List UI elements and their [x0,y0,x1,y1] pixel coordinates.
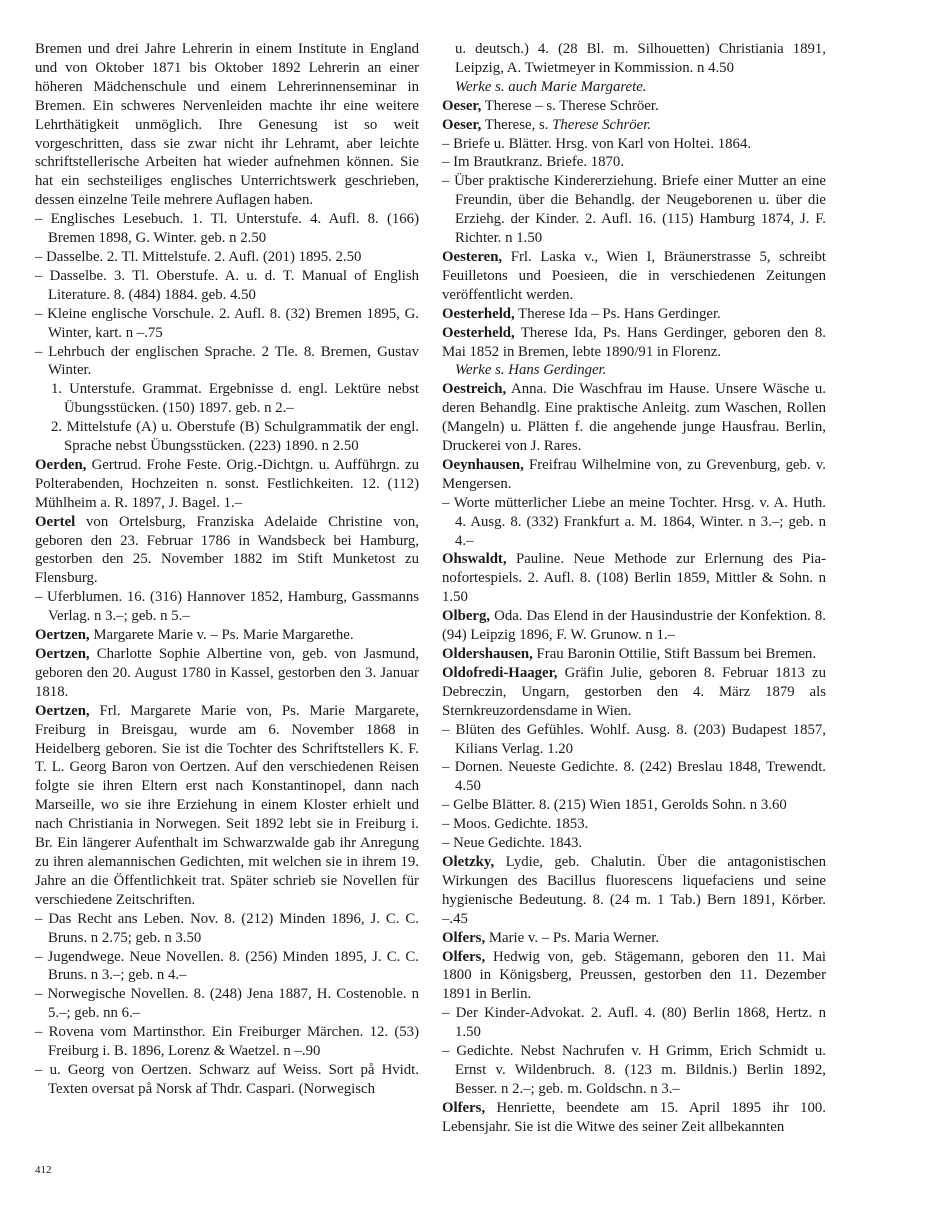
work-list-item: – Englisches Lesebuch. 1. Tl. Unterstufe. 4. Aufl. 8. (166) Bremen 1898, G. Winter. geb. n 2.50 [35,211,419,247]
work-list-item: – Rovena vom Martinsthor. Ein Freiburger Märchen. 12. (53) Freiburg i. B. 1896, Lorenz & Waetzel. n –.90 [35,1024,419,1060]
entry-text: Therese Ida – Ps. Hans Gerdinger. [514,305,721,322]
entry-paragraph [442,97,826,116]
entry-paragraph [442,305,826,324]
entry-paragraph [35,645,419,702]
work-list-item: – Gelbe Blätter. 8. (215) Wien 1851, Gerolds Sohn. n 3.60 [442,797,787,814]
entry-headword: Oletzky, [442,853,495,870]
entry-text: Frl. Margarete Marie von, Ps. Marie Margarete, Freiburg in Breisgau, wurde am 6. November 1868 in Heidelberg geboren. Sie ist die Tochter des Schriftstellers K. F. T. L. Georg Baron von Oertzen. Auf den verschiedenen Reisen folgte sie ihren Eltern erst nach Konstantinopel, dann nach Marseille, wo sie ihre Erziehung in einem Kloster erhielt und nach Christiania in Norwegen. Seit 1892 lebt sie in Freiburg i. Br. Ein längerer Aufenthalt im Schwarzwalde gab ihr Anregung zu ihren alemannischen Gedichten, mit welchen sie in ihrem 19. Jahre an die Öffentlichkeit trat. Später schrieb sie Novellen für verschiedene Zeitschriften. [35,702,419,908]
work-list-item: – Blüten des Gefühles. Wohlf. Ausg. 8. (203) Budapest 1857, Kilians Verlag. 1.20 [442,721,826,757]
entry-text: Gräfin Julie, geboren 8. Februar 1813 zu Debreczin, Ungarn, gestorben den 4. März 1879 als Sternkreuzordensdame in Wien. [442,664,826,719]
entry-paragraph [442,116,826,135]
entry-text: Marie v. – Ps. Maria Werner. [485,929,660,946]
work-list-item: – Dornen. Neueste Gedichte. 8. (242) Breslau 1848, Trewendt. 4.50 [442,759,826,795]
entry-text: Oda. Das Elend in der Hausindustrie der Konfektion. 8. (94) Leipzig 1896, F. W. Grunow. n 1.– [442,608,826,644]
entry-paragraph [442,645,826,664]
work-list-item: – Moos. Gedichte. 1853. [442,816,589,833]
entry-paragraph [442,948,826,1005]
entry-paragraph [442,607,826,645]
work-list-item: – Uferblumen. 16. (316) Hannover 1852, Hamburg, Gassmanns Verlag. n 3.–; geb. n 5.– [35,589,419,625]
entry-text: Gertrud. Frohe Feste. Orig.-Dichtgn. u. Aufführgn. zu Polterabenden, Hochzeiten n. sonst. Festlichkeiten. 12. (112) Mühlheim a. R. 1897, J. Bagel. 1.– [35,456,419,511]
work-list-item: – Norwegische Novellen. 8. (248) Jena 1887, H. Costenoble. n 5.–; geb. nn 6.– [35,986,419,1022]
entry-headword: Oesterheld, [442,305,515,322]
work-list-item: – Lehrbuch der englischen Sprache. 2 Tle. 8. Bremen, Gustav Winter. [35,343,419,379]
entry-paragraph [442,664,826,721]
entry-paragraph [35,456,419,513]
entry-headword: Oeynhausen, [442,456,524,473]
entry-headword: Oesteren, [442,248,503,265]
entry-headword: Olfers, [442,1099,486,1116]
entry-paragraph [35,626,419,645]
page-number: 412 [35,1164,52,1176]
entry-headword: Oeser, [442,116,482,133]
continuation-text: u. deutsch.) 4. (28 Bl. m. Silhouetten) Christiania 1891, Leipzig, A. Twietmeyer in Kommission. n 4.50 [455,41,826,76]
work-list-item: – Über praktische Kindererziehung. Briefe einer Mutter an eine Freundin, über die Behandlg. der Neugeborenen u. über die Erziehg. der Kinder. 2. Aufl. 16. (115) Hamburg 1874, J. F. Richter. n 1.50 [442,173,826,247]
right-column [442,40,826,1137]
entry-text: Therese, s. [481,116,553,133]
entry-text: Hedwig von, geb. Stägemann, geboren den 11. Mai 1800 in Königsberg, Preussen, gestorben den 11. Dezember 1891 in Berlin. [442,948,826,1003]
work-list-item: – Dasselbe. 3. Tl. Oberstufe. A. u. d. T. Manual of English Literature. 8. (484) 1884. geb. 4.50 [35,267,419,303]
entry-text: Frl. Laska v., Wien I, Bräunerstrasse 5, schreibt Feuilletons und Poesieen, die in verschiedenen Zeitungen veröffentlicht werden. [442,248,826,303]
entry-headword: Oertzen, [35,646,90,662]
entry-text: Anna. Die Waschfrau im Hause. Unsere Wäsche u. deren Behandlg. Eine praktische Anleitg. zum Waschen, Rollen (Mangeln) u. Plätten f. die angehende junge Hausfrau. Berlin, Druckerei von J. Rares. [442,381,826,455]
entry-headword: Oeser, [442,97,482,114]
entry-text: Lydie, geb. Chalutin. Über die antagonistischen Wirkungen des Bacillus fluorescens liquefaciens und seine hygienische Bedeutung. 8. (24 m. 1 Tab.) Bern 1891, Körber. –.45 [442,853,826,927]
entry-paragraph [442,929,826,948]
work-list-item: – Briefe u. Blätter. Hrsg. von Karl von Holtei. 1864. [442,135,752,152]
work-list-item: – Gedichte. Nebst Nachrufen v. H Grimm, Erich Schmidt u. Ernst v. Wildenbruch. 8. (123 m. Bildnis.) Berlin 1892, Besser. n 2.–; geb. m. Goldschn. n 3.– [442,1043,826,1097]
entry-text: Therese – s. Therese Schröer. [481,97,659,114]
entry-text: von Ortelsburg, Franziska Adelaide Christine von, geboren den 23. Februar 1786 in Wandsbeck bei Hamburg, gestorben den 25. November 1882 im Stift Munketost zu Flensburg. [35,513,419,587]
entry-headword: Oertzen, [35,627,90,644]
entry-paragraph [442,380,826,456]
work-list-item: – Das Recht ans Leben. Nov. 8. (212) Minden 1896, J. C. C. Bruns. n 2.75; geb. n 3.50 [35,910,419,946]
entry-headword: Oerden, [35,456,87,473]
cross-reference-note: Werke s. Hans Gerdinger. [455,362,607,379]
numbered-sub-item: 2. Mittelstufe (A) u. Oberstufe (B) Schulgrammatik der engl. Sprache nebst Übungsstücken. (223) 1890. n 2.50 [51,419,419,455]
entry-text: Frau Baronin Ottilie, Stift Bassum bei Bremen. [532,646,817,662]
entry-paragraph [35,513,419,589]
entry-text: Therese Ida, Ps. Hans Gerdinger, geboren den 8. Mai 1852 in Bremen, lebte 1890/91 in Florenz. [442,324,826,360]
entry-headword: Oertzen, [35,702,90,719]
work-list-item: – Kleine englische Vorschule. 2. Aufl. 8. (32) Bremen 1895, G. Winter, kart. n –.75 [35,305,419,341]
entry-headword: Oestreich, [442,381,507,398]
body-paragraph: Bremen und drei Jahre Lehrerin in einem Institute in England und von Oktober 1871 bis Oktober 1892 Lehrerin an einer höheren Mädchenschule und einem Lehrerinnenseminar in Bremen. Ein schweres Nervenleiden machte ihr eine weitere Lehrthätigkeit unmöglich. Ihre Genesung ist so weit vorgeschritten, dass sie zwar nicht ihr Lehramt, aber leichte schriftstellerische Arbeiten hat wieder aufnehmen können. Sie hat ein sechsteiliges englisches Unterrichtswerk geschrieben, dessen einzelne Teile mehrere Auflagen haben. [35,41,419,209]
work-list-item: – Dasselbe. 2. Tl. Mittelstufe. 2. Aufl. (201) 1895. 2.50 [35,248,362,265]
entry-paragraph [442,324,826,362]
numbered-sub-item: 1. Unterstufe. Grammat. Ergebnisse d. engl. Lektüre nebst Übungsstücken. (150) 1897. geb. n 2.– [51,381,419,417]
entry-paragraph [442,550,826,607]
entry-text: Freifrau Wilhelmine von, zu Grevenburg, geb. v. Mengersen. [442,456,826,492]
entry-headword: Olfers, [442,948,486,965]
work-list-item: – Im Brautkranz. Briefe. 1870. [442,154,625,171]
entry-headword: Oldershausen, [442,646,533,662]
work-list-item: – Jugendwege. Neue Novellen. 8. (256) Minden 1895, J. C. C. Bruns. n 3.–; geb. n 4.– [35,948,419,984]
entry-headword: Oldofredi-Haager, [442,664,558,681]
entry-text: Margarete Marie v. – Ps. Marie Margarethe. [89,627,354,644]
entry-paragraph [442,248,826,305]
work-list-item: – Neue Gedichte. 1843. [442,835,583,852]
entry-headword: Oertel [35,513,76,530]
entry-headword: Oesterheld, [442,324,515,341]
entry-paragraph [35,702,419,910]
work-list-item: – Der Kinder-Advokat. 2. Aufl. 4. (80) Berlin 1868, Hertz. n 1.50 [442,1005,826,1041]
entry-headword: Olberg, [442,608,491,625]
work-list-item: – u. Georg von Oertzen. Schwarz auf Weiss. Sort på Hvidt. Texten oversat på Norsk af Thdr. Caspari. (Norwegisch [35,1061,419,1097]
entry-italic-text: Therese Schröer. [552,116,652,133]
work-list-item: – Worte mütterlicher Liebe an meine Tochter. Hrsg. v. A. Huth. 4. Ausg. 8. (332) Frankfurt a. M. 1864, Winter. n 3.–; geb. n 4.– [442,494,826,549]
entry-text: Charlotte Sophie Albertine von, geb. von Jasmund, geboren den 20. August 1780 in Kassel, gestorben den 3. Januar 1818. [35,646,419,700]
entry-headword: Olfers, [442,929,486,946]
entry-paragraph [442,853,826,929]
entry-text: Pauline. Neue Methode zur Erlernung des Pianofortespiels. 2. Aufl. 8. (108) Berlin 1859, Mittler & Sohn. n 1.50 [442,551,826,606]
cross-reference-note: Werke s. auch Marie Margarete. [455,78,647,95]
entry-text: Henriette, beendete am 15. April 1895 ihr 100. Lebensjahr. Sie ist die Witwe des seiner Zeit allbekannten [442,1099,826,1135]
entry-paragraph [442,456,826,494]
entry-headword: Ohswaldt, [442,551,507,568]
left-column [35,40,419,1099]
entry-paragraph [442,1099,826,1137]
